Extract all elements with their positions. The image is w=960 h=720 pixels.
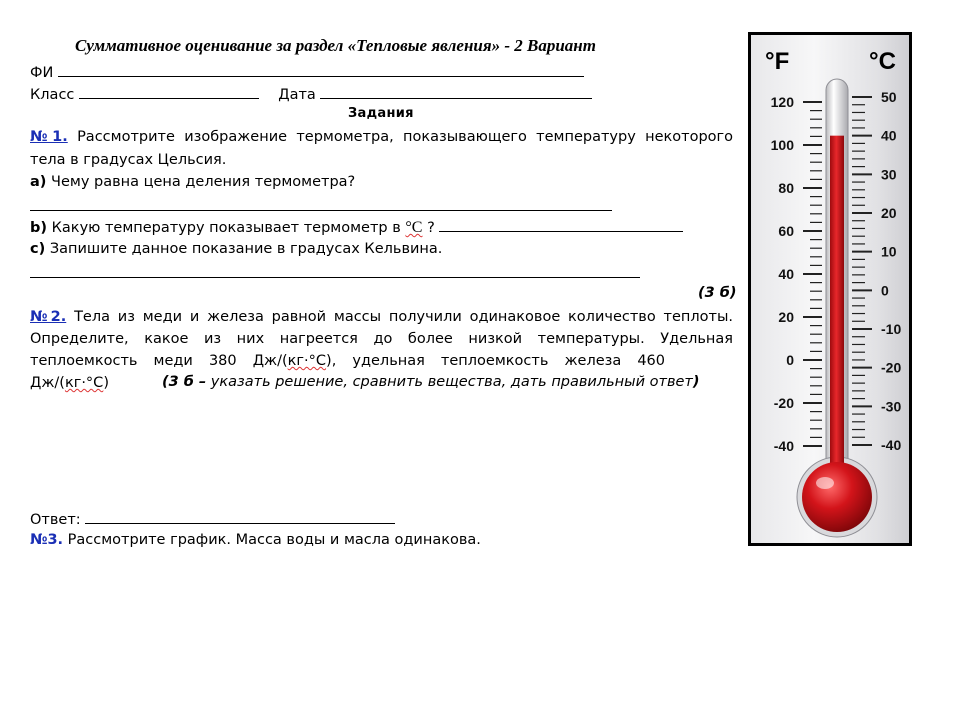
task1-text-line1 bbox=[30, 126, 733, 148]
fahrenheit-scale-label: 80 bbox=[778, 180, 794, 196]
celsius-scale-label: 0 bbox=[881, 282, 889, 299]
answer-label: Ответ: bbox=[30, 512, 81, 528]
task2-score-close: ) bbox=[692, 374, 700, 390]
celsius-scale-label: -20 bbox=[881, 359, 902, 376]
task1-text: Рассмотрите изображение термометра, показывающего температуру некоторого bbox=[77, 129, 734, 145]
celsius-unit-label: °C bbox=[869, 48, 896, 75]
thermometer-graphic bbox=[751, 35, 909, 543]
task3-row bbox=[30, 531, 481, 549]
task1-a-blank[interactable] bbox=[30, 197, 612, 211]
task1-c-label: c) bbox=[30, 241, 46, 257]
task1-b-row bbox=[30, 218, 683, 237]
celsius-scale-label: -10 bbox=[881, 321, 902, 337]
celsius-scale-label: 10 bbox=[881, 243, 897, 260]
celsius-scale-label: 30 bbox=[881, 166, 897, 183]
fahrenheit-scale-label: 0 bbox=[786, 352, 794, 368]
task1-b-blank[interactable] bbox=[439, 218, 683, 232]
celsius-scale-label: 50 bbox=[881, 89, 897, 105]
celsius-scale-label: -40 bbox=[881, 437, 902, 453]
fahrenheit-scale-label: 20 bbox=[778, 309, 794, 325]
fahrenheit-scale-label: -20 bbox=[773, 395, 794, 411]
task2-line1 bbox=[30, 306, 733, 328]
thermometer-bulb bbox=[802, 462, 872, 532]
thermometer-image bbox=[748, 32, 912, 546]
task2-score-criteria: указать решение, сравнить вещества, дать правильный ответ bbox=[206, 374, 693, 390]
celsius-scale-label: -30 bbox=[881, 398, 902, 415]
document-title: Суммативное оценивание за раздел «Тепловые явления» - 2 Вариант bbox=[75, 36, 596, 55]
task1-b-unit: °С bbox=[405, 219, 423, 236]
task2-text-line1: Тела из меди и железа равной массы получили одинаковое количество теплоты. bbox=[74, 309, 733, 325]
class-blank[interactable] bbox=[79, 85, 259, 99]
task1-c-answer-row bbox=[30, 264, 640, 283]
task1-b-text: Какую температуру показывает термометр в bbox=[51, 220, 401, 236]
thermometer-liquid bbox=[830, 136, 844, 497]
task2-score-points: (3 б – bbox=[162, 374, 207, 390]
class-date-row bbox=[30, 85, 592, 104]
task1-text-line2: тела в градусах Цельсия. bbox=[30, 152, 227, 168]
task1-c-blank[interactable] bbox=[30, 264, 640, 278]
task1-a-row bbox=[30, 173, 355, 191]
task2-unit-copper: кг·°С bbox=[287, 353, 327, 369]
fahrenheit-unit-label: °F bbox=[765, 48, 790, 75]
task2-line2: Определите, какое из них нагреется до более низкой температуры. Удельная bbox=[30, 331, 733, 347]
fi-blank[interactable] bbox=[58, 63, 584, 77]
task2-line3-mid: ), удельная теплоемкость железа 460 Дж/( bbox=[30, 353, 665, 391]
fahrenheit-scale-label: 100 bbox=[770, 137, 794, 153]
task1-number: №1. bbox=[30, 129, 68, 145]
task1-c-row bbox=[30, 240, 442, 258]
fahrenheit-scale-label: 60 bbox=[778, 223, 794, 239]
answer-blank[interactable] bbox=[85, 510, 395, 524]
task1-a-label: а) bbox=[30, 174, 47, 190]
fi-row bbox=[30, 63, 584, 82]
task1-b-question-mark: ? bbox=[427, 220, 435, 236]
fi-label: ФИ bbox=[30, 65, 54, 81]
task2-line3-pre: теплоемкость меди 380 Дж/( bbox=[30, 353, 288, 369]
tasks-heading: Задания bbox=[348, 106, 414, 121]
task1-b-label: b) bbox=[30, 220, 48, 236]
celsius-scale-label: 20 bbox=[881, 205, 897, 221]
task2-line3-post: ) bbox=[103, 375, 109, 391]
task2-score bbox=[162, 374, 700, 390]
task1-a-answer-row bbox=[30, 197, 612, 216]
bulb-highlight bbox=[816, 477, 834, 489]
task2-unit-iron: кг·°С bbox=[64, 375, 104, 391]
task3-text: Рассмотрите график. Масса воды и масла одинакова. bbox=[67, 532, 481, 548]
task1-score: (3 б) bbox=[698, 285, 737, 301]
task3-number: №3. bbox=[30, 532, 64, 548]
date-label: Дата bbox=[278, 87, 316, 103]
fahrenheit-scale-label: 120 bbox=[770, 94, 794, 110]
answer-row bbox=[30, 510, 395, 529]
date-blank[interactable] bbox=[320, 85, 592, 99]
fahrenheit-scale-label: -40 bbox=[773, 438, 794, 454]
task1-a-text: Чему равна цена деления термометра? bbox=[51, 174, 356, 190]
task2-number: №2. bbox=[30, 309, 67, 325]
celsius-scale-label: 40 bbox=[881, 127, 897, 144]
class-label: Класс bbox=[30, 87, 75, 103]
fahrenheit-scale-label: 40 bbox=[778, 266, 794, 282]
task1-c-text: Запишите данное показание в градусах Кельвина. bbox=[49, 241, 443, 257]
